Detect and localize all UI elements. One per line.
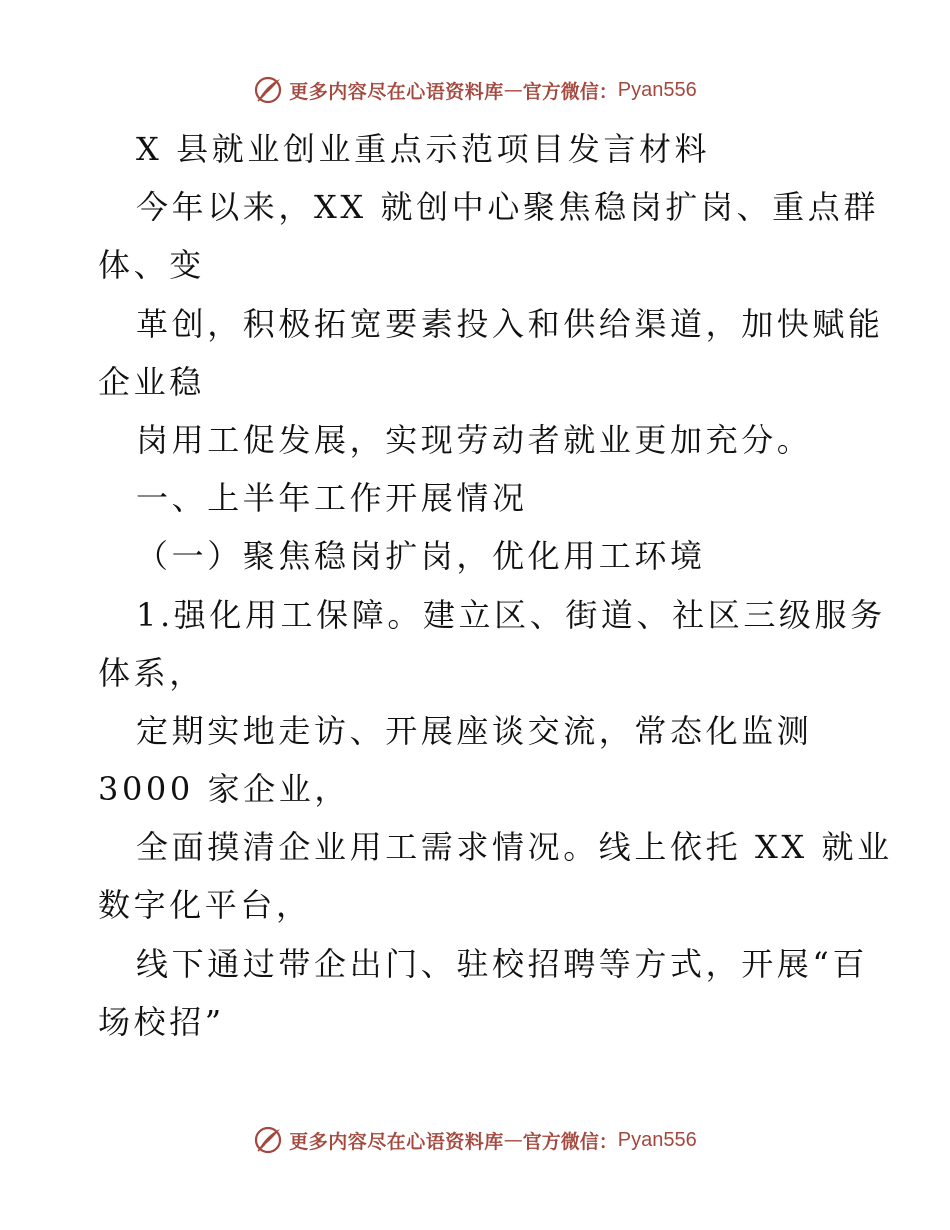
watermark-wechat-label: 官方微信： [522,80,618,103]
watermark-site-text: 更多内容尽在心语资料库 [289,80,504,103]
text-line: 线下通过带企出门、驻校招聘等方式，开展“百 [136,944,868,983]
watermark-wechat-label: 官方微信： [522,1130,618,1153]
header-watermark [0,70,950,110]
text-line: 一、上半年工作开展情况 [136,479,528,518]
text-line: 革创，积极拓宽要素投入和供给渠道，加快赋能 [136,304,884,343]
text-line: 数字化平台， [98,886,312,925]
watermark-separator: — [503,1129,523,1151]
text-line: 今年以来，XX 就创中心聚焦稳岗扩岗、重点群 [136,188,879,227]
watermark-separator: — [503,79,523,101]
document-body [98,120,893,1051]
watermark-wechat-id: Pyan556 [617,1128,697,1151]
text-line: 企业稳 [98,362,205,401]
footer-watermark [0,1120,950,1160]
watermark-wechat-id: Pyan556 [617,78,697,101]
text-line: 岗用工促发展，实现劳动者就业更加充分。 [136,420,813,459]
text-line: X 县就业创业重点示范项目发言材料 [136,130,711,168]
text-line: 3000 家企业， [98,770,351,809]
text-line: 体、变 [98,246,205,285]
text-line: 全面摸清企业用工需求情况。线上依托 XX 就业 [136,828,893,867]
feather-pen-circle-icon [253,1125,283,1155]
text-line: 定期实地走访、开展座谈交流，常态化监测 [136,711,813,750]
watermark-site-text: 更多内容尽在心语资料库 [289,1130,504,1153]
feather-pen-circle-icon [253,75,283,105]
text-line: 体系， [98,653,205,692]
text-line: 1.强化用工保障。建立区、街道、社区三级服务 [136,595,886,634]
text-line: 场校招” [98,1002,225,1041]
text-line: （一）聚焦稳岗扩岗，优化用工环境 [136,537,706,576]
